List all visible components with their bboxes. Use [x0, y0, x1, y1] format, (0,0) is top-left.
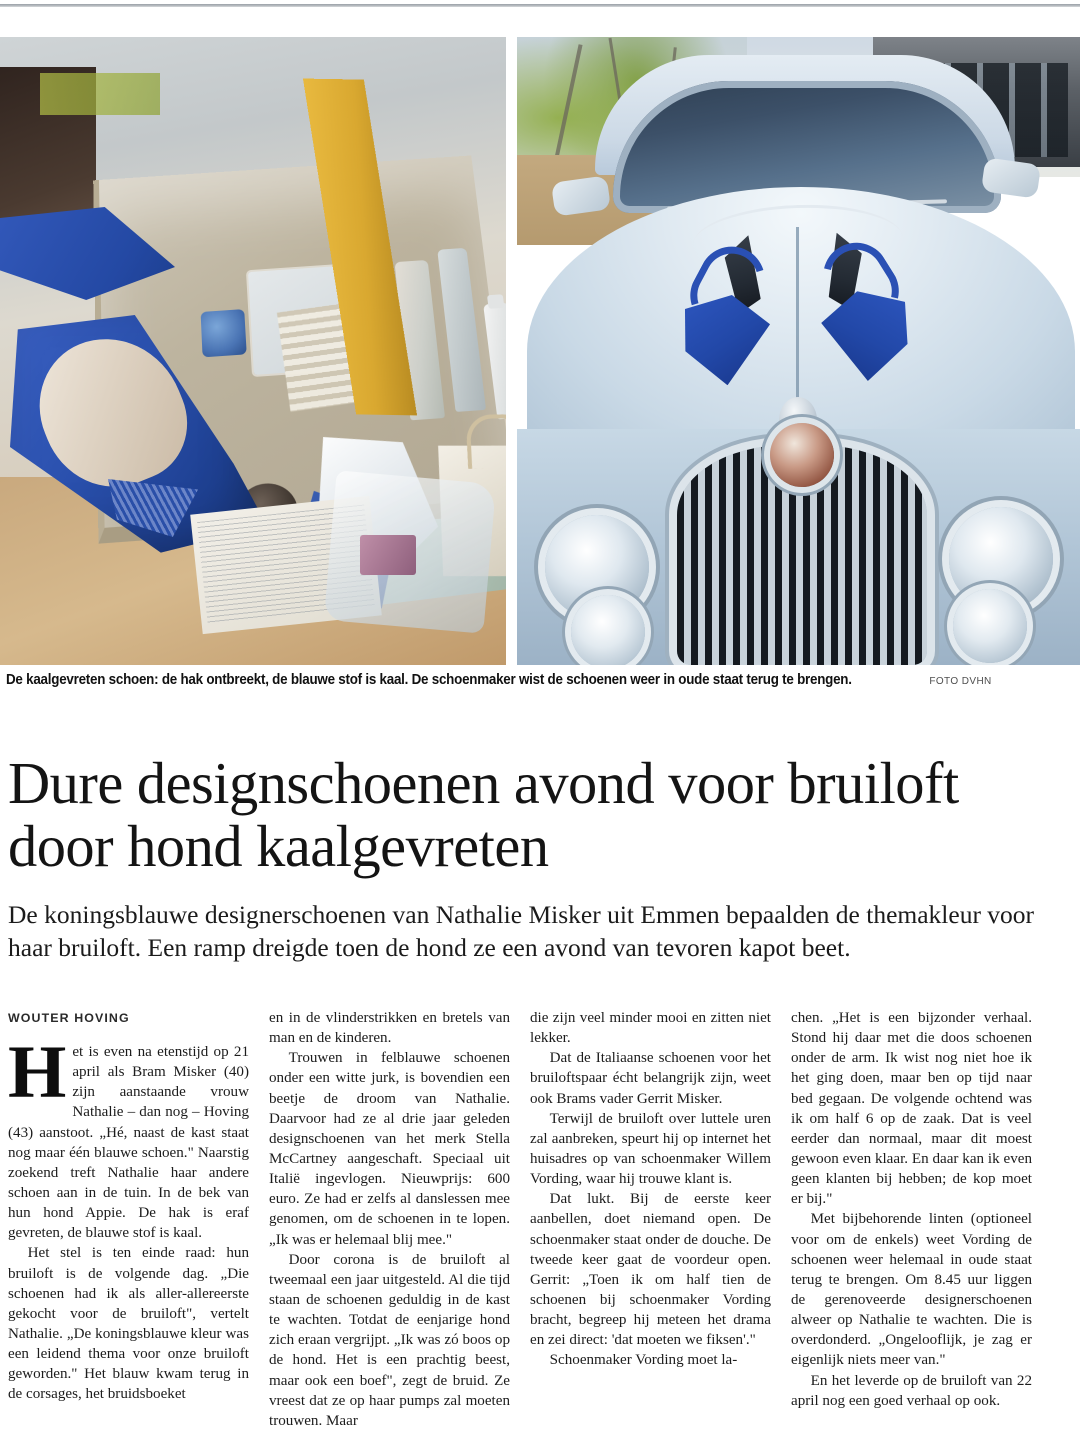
photo-chewed-shoe	[0, 37, 506, 665]
article-headline: Dure designschoenen avond voor bruiloft door hond kaalgevreten	[8, 749, 959, 880]
article-body-columns	[8, 1008, 1072, 1429]
drop-cap: H	[8, 1031, 67, 1114]
photo-credit: FOTO DVHN	[929, 676, 992, 687]
paragraph: Schoenmaker Vording moet la-	[549, 1352, 738, 1369]
photo-left-bottle-clear	[437, 248, 486, 412]
page-top-rule	[0, 4, 1080, 7]
paragraph: Terwijl de bruiloft over luttele uren zal aanbreken, speurt hij op internet het huisadres op van schoenmaker Willem Vording, waar hij trouwe klant is.	[530, 1110, 771, 1188]
paragraph: En het leverde op de bruiloft van 22 april nog een goed verhaal op ook.	[791, 1372, 1032, 1409]
paragraph: Het stel is ten einde raad: hun bruiloft is de volgende dag. „Die schoenen had ik als aller-allereerste gekocht voor de bruiloft", vertelt Nathalie. „De koningsblauwe kleur was een leidend thema voor onze bruiloft geworden." Het blauw kwam terug in de corsages, het bruidsboeket	[8, 1245, 249, 1403]
paragraph-text: et is even na etenstijd op 21 april als Bram Misker (40) zijn aanstaande vrouw Nathalie – dan nog – Hoving (43) aanstoot. „Hé, naast de kast staat nog maar één blauwe schoen." Naarstig zoekend treft Nathalie haar andere schoen aan in de tuin. In de bek van hun hond Appie. De hak is eraf gevreten, de blauwe stof is kaal.	[8, 1044, 249, 1242]
paragraph: Dat de Italiaanse schoenen voor het bruiloftspaar écht belangrijk zijn, weet ook Brams vader Gerrit Misker.	[530, 1050, 771, 1107]
paragraph: die zijn veel minder mooi en zitten niet lekker.	[530, 1010, 771, 1047]
photo-wedding-car	[517, 37, 1080, 665]
body-column-3	[530, 1008, 771, 1418]
photo-caption-text: De kaalgevreten schoen: de hak ontbreekt, de blauwe stof is kaal. De schoenmaker wist de schoenen weer in oude staat terug te brengen.	[6, 672, 852, 688]
article-standfirst: De koningsblauwe designerschoenen van Nathalie Misker uit Emmen bepaalden de themakleur voor haar bruiloft. Een ramp dreigde toen de hond ze een avond van tevoren kapot beet.	[8, 899, 1035, 963]
photo-right-foglight-left	[571, 595, 645, 665]
photo-right-car-badge	[770, 423, 834, 487]
photo-left-bottle-capped	[483, 303, 506, 420]
body-column-4	[791, 1008, 1032, 1418]
photo-left-green-accent	[40, 73, 160, 115]
body-column-1	[8, 1008, 249, 1418]
article-byline: WOUTER HOVING	[8, 1011, 130, 1025]
paragraph	[8, 1031, 249, 1243]
photo-left-label-sticker	[360, 535, 416, 575]
photo-right-foglight-right	[953, 589, 1027, 663]
paragraph: Trouwen in felblauwe schoenen onder een witte jurk, is bovendien een beetje de droom van Nathalie. Daarvoor had ze al drie jaar geleden designschoenen van het merk Stella McCartney aangeschaft. Speciaal uit Italië ingevlogen. Nieuwprijs: 600 euro. Ze had er zelfs al danslessen mee genomen, om de schoenen in te lopen. „Ik was er helemaal blij mee."	[269, 1050, 510, 1248]
paragraph: en in de vlinderstrikken en bretels van man en de kinderen.	[269, 1010, 510, 1047]
paragraph: chen. „Het is een bijzonder verhaal. Stond hij daar met die doos schoenen onder de arm. Ik wist nog niet hoe ik het ging doen, maar ben op tijd naar bed gegaan. De volgende ochtend was ik om half 6 op de zaak. Dat is veel eerder dan normaal, maar dit moest gewoon even klaar. En daar kan ik even geen klanten bij hebben; de kop moet er bij."	[791, 1010, 1032, 1208]
photo-caption-row	[6, 672, 1074, 688]
body-column-2	[269, 1008, 510, 1429]
paragraph: Met bijbehorende linten (optioneel voor om de enkels) weet Vording de schoenen weer helemaal in oude staat terug te brengen. Om 8.45 uur liggen de gerenoveerde designerschoenen alweer op Nathalie te wachten. Die is overdonderd. „Ongelooflijk, je zag er eigenlijk niets meer van."	[791, 1211, 1032, 1369]
photo-strip	[0, 37, 1080, 665]
paragraph: Door corona is de bruiloft al tweemaal een jaar uitgesteld. Al die tijd staan de schoenen geduldig in de kast te wachten. Totdat de eenjarige hond zich eraan vergrijpt. „Ik was zó boos op de hond. Het is een prachtig beest, maar ook een boef", zegt de bruid. Ze vreest dat ze op haar pumps zal moeten trouwen. Maar	[269, 1251, 510, 1429]
paragraph: Dat lukt. Bij de eerste keer aanbellen, doet niemand open. De schoenmaker staat onder de douche. De tweede keer gaat de voordeur open. Gerrit: „Toen ik om half tien de schoenen bij schoenmaker Vording bracht, begreep hij meteen het drama en zei direct: 'dat moeten we fiksen'."	[530, 1191, 771, 1349]
photo-left-blue-cup	[201, 309, 247, 357]
